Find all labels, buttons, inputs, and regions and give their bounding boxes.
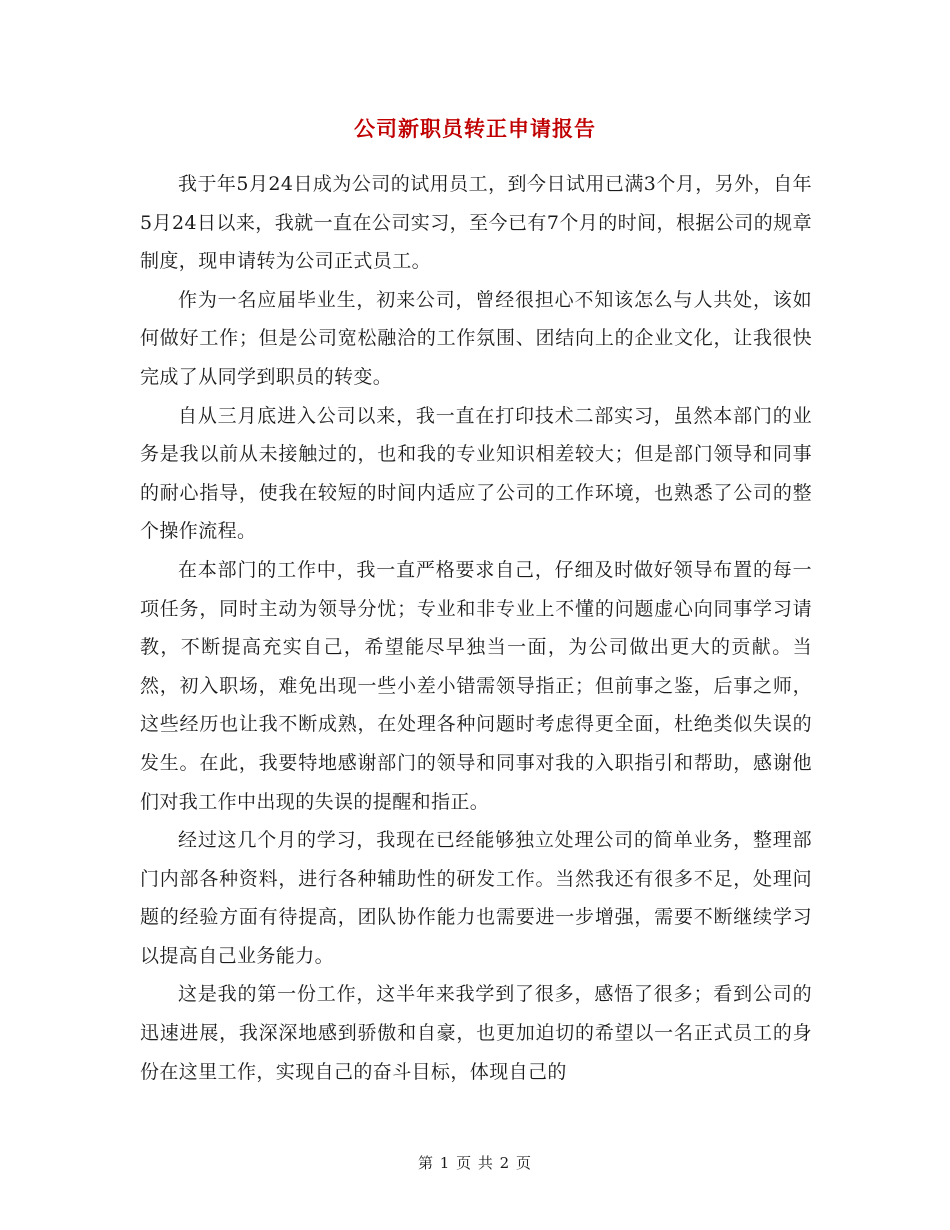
page-number-footer: 第 1 页 共 2 页 [418,1154,532,1172]
paragraph-6: 这是我的第一份工作，这半年来我学到了很多，感悟了很多；看到公司的迅速进展，我深深地感到骄傲和自豪，也更加迫切的希望以一名正式员工的身份在这里工作，实现自己的奋斗目标，体现自己的 [140,983,812,1083]
document-title: 公司新职员转正申请报告 [354,117,596,141]
paragraph-2: 作为一名应届毕业生，初来公司，曾经很担心不知该怎么与人共处，该如何做好工作；但是公司宽松融洽的工作氛围、团结向上的企业文化，让我很快完成了从同学到职员的转变。 [140,288,812,388]
paragraph-1: 我于年5月24日成为公司的试用员工，到今日试用已满3个月，另外，自年5月24日以来，我就一直在公司实习，至今已有7个月的时间，根据公司的规章制度，现申请转为公司正式员工。 [140,173,812,273]
paragraph-4: 在本部门的工作中，我一直严格要求自己，仔细及时做好领导布置的每一项任务，同时主动为领导分忧；专业和非专业上不懂的问题虚心向同事学习请教，不断提高充实自己，希望能尽早独当一面，为公司做出更大的贡献。当然，初入职场，难免出现一些小差小错需领导指正；但前事之鉴，后事之师，这些经历也让我不断成熟，在处理各种问题时考虑得更全面，杜绝类似失误的发生。在此，我要特地感谢部门的领导和同事对我的入职指引和帮助，感谢他们对我工作中出现的失误的提醒和指正。 [140,558,812,813]
paragraph-3: 自从三月底进入公司以来，我一直在打印技术二部实习，虽然本部门的业务是我以前从未接触过的，也和我的专业知识相差较大；但是部门领导和同事的耐心指导，使我在较短的时间内适应了公司的工作环境，也熟悉了公司的整个操作流程。 [140,404,812,543]
document-body [140,165,812,1091]
paragraph-5: 经过这几个月的学习，我现在已经能够独立处理公司的简单业务，整理部门内部各种资料，进行各种辅助性的研发工作。当然我还有很多不足，处理问题的经验方面有待提高，团队协作能力也需要进一步增强，需要不断继续学习以提高自己业务能力。 [140,829,812,967]
